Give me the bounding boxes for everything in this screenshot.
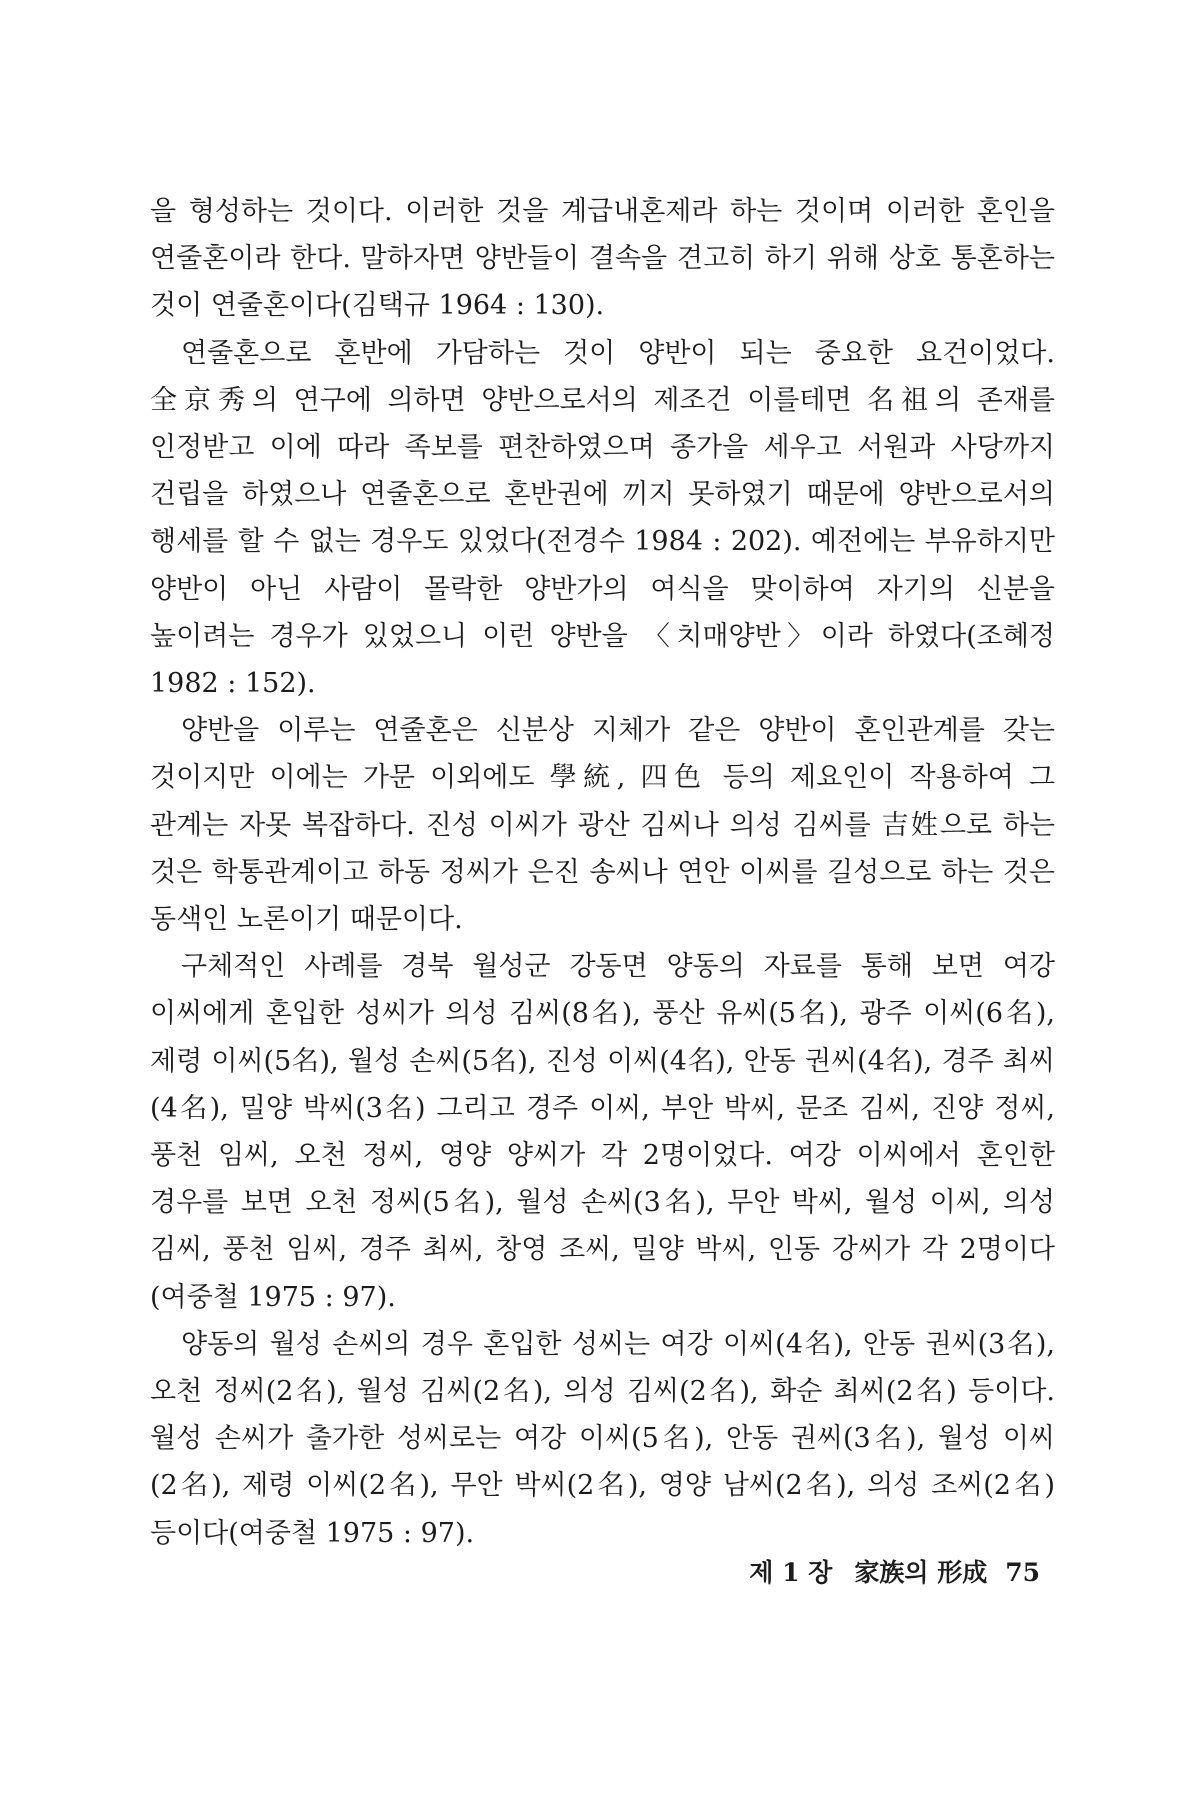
chapter-title: 家族의 形成 [854,1558,988,1587]
paragraph-4: 구체적인 사례를 경북 월성군 강동면 양동의 자료를 통해 보면 여강 이씨에게 혼입한 성씨가 의성 김씨(8名), 풍산 유씨(5名), 광주 이씨(6名), 제령 이씨(5名), 월성 손씨(5名), 진성 이씨(4名), 안동 권씨(4名), 경주 최씨(4名), 밀양 박씨(3名) 그리고 경주 이씨, 부안 박씨, 문조 김씨, 진양 정씨, 풍천 임씨, 오천 정씨, 영양 양씨가 각 2명이었다. 여강 이씨에서 혼인한 경우를 보면 오천 정씨(5名), 월성 손씨(3名), 무안 박씨, 월성 이씨, 의성 김씨, 풍천 임씨, 경주 최씨, 창영 조씨, 밀양 박씨, 인동 강씨가 각 2명이다(여중철 1975 : 97). [150,951,1055,1313]
body-text [150,188,1055,1557]
page-footer [749,1553,1040,1589]
paragraph-1: 을 형성하는 것이다. 이러한 것을 계급내혼제라 하는 것이며 이러한 혼인을 연줄혼이라 한다. 말하자면 양반들이 결속을 견고히 하기 위해 상호 통혼하는 것이 연줄혼이다(김택규 1964 : 130). [150,196,1055,322]
paragraph-5: 양동의 월성 손씨의 경우 혼입한 성씨는 여강 이씨(4名), 안동 권씨(3名), 오천 정씨(2名), 월성 김씨(2名), 의성 김씨(2名), 화순 최씨(2名) 등이다. 월성 손씨가 출가한 성씨로는 여강 이씨(5名), 안동 권씨(3名), 월성 이씨(2名), 제령 이씨(2名), 무안 박씨(2名), 영양 남씨(2名), 의성 조씨(2名) 등이다(여중철 1975 : 97). [150,1328,1055,1549]
chapter-label: 제 1 장 [749,1558,833,1587]
paragraph-3: 양반을 이루는 연줄혼은 신분상 지체가 같은 양반이 혼인관계를 갖는 것이지만 이에는 가문 이외에도 學統, 四色 등의 제요인이 작용하여 그 관계는 자못 복잡하다. 진성 이씨가 광산 김씨나 의성 김씨를 吉姓으로 하는 것은 학통관계이고 하동 정씨가 은진 송씨나 연안 이씨를 길성으로 하는 것은 동색인 노론이기 때문이다. [150,715,1055,936]
paragraph-2: 연줄혼으로 혼반에 가담하는 것이 양반이 되는 중요한 요건이었다. 全京秀의 연구에 의하면 양반으로서의 제조건 이를테면 名祖의 존재를 인정받고 이에 따라 족보를 편찬하였으며 종가을 세우고 서원과 사당까지 건립을 하였으나 연줄혼으로 혼반권에 끼지 못하였기 때문에 양반으로서의 행세를 할 수 없는 경우도 있었다(전경수 1984 : 202). 예전에는 부유하지만 양반이 아닌 사람이 몰락한 양반가의 여식을 맞이하여 자기의 신분을 높이려는 경우가 있었으니 이런 양반을 〈치매양반〉이라 하였다(조혜정 1982 : 152). [150,337,1055,700]
page-number: 75 [1005,1558,1040,1587]
